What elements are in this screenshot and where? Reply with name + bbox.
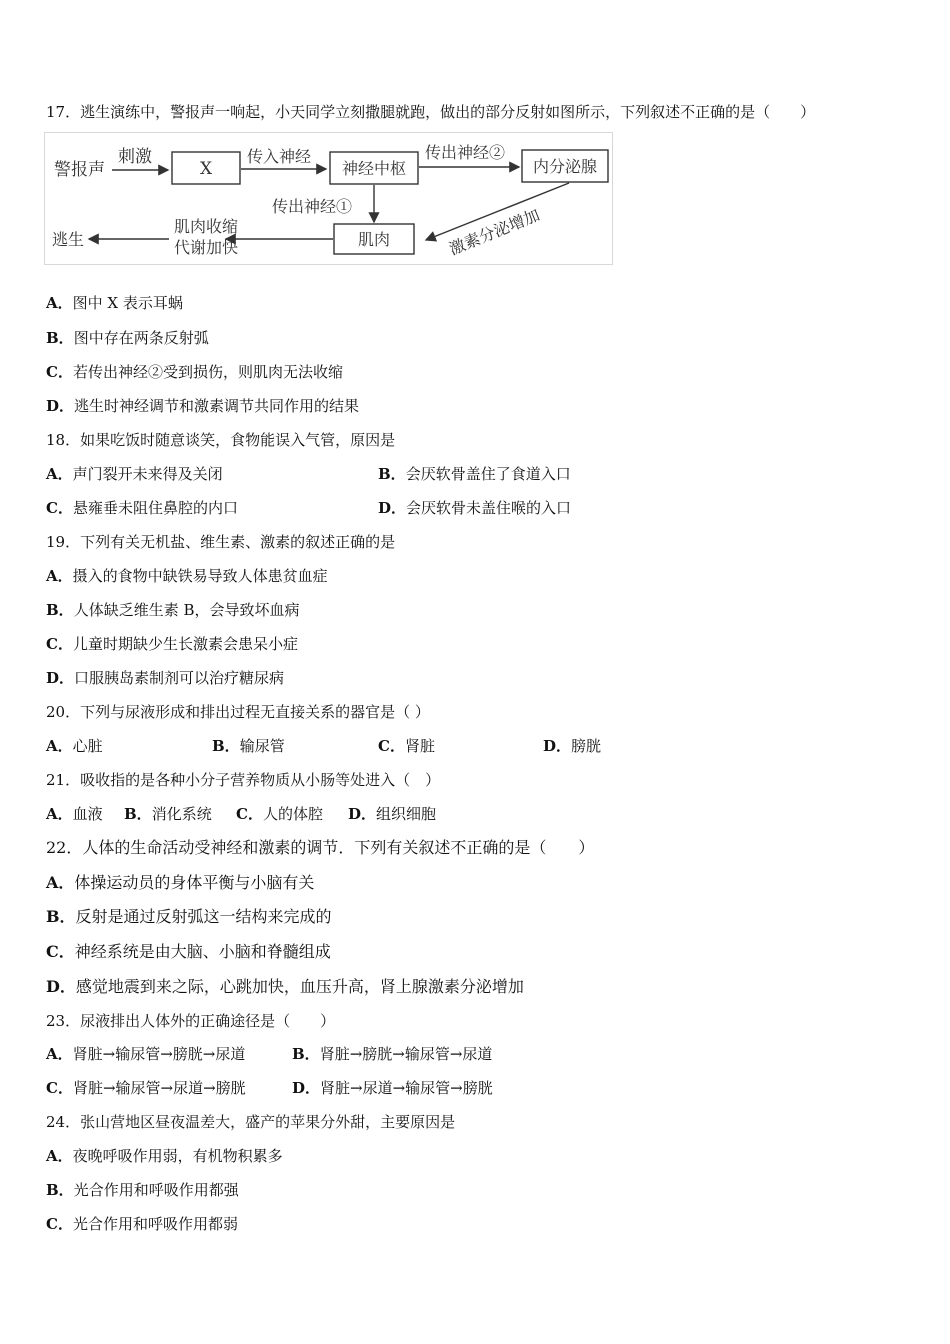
q20-stem: 20．下列与尿液形成和排出过程无直接关系的器官是（ ）	[46, 703, 430, 721]
q19-option-a: A．摄入的食物中缺铁易导致人体患贫血症	[46, 567, 328, 585]
q20-option-a: A．心脏	[46, 737, 103, 755]
q17-stem: 17．逃生演练中，警报声一响起，小天同学立刻撒腿就跑，做出的部分反射如图所示，下列叙述不正确的是（ ）	[46, 103, 816, 121]
label-hormone: 激素分泌增加	[446, 205, 543, 259]
label-effect2: 代谢加快	[174, 238, 239, 257]
q19-option-d: D．口服胰岛素制剂可以治疗糖尿病	[46, 669, 285, 687]
q22-stem: 22．人体的生命活动受神经和激素的调节．下列有关叙述不正确的是（ ）	[46, 838, 595, 857]
q23-option-b: B．肾脏→膀胱→输尿管→尿道	[292, 1045, 493, 1063]
q24-option-a: A．夜晚呼吸作用弱，有机物积累多	[46, 1147, 283, 1165]
label-effect1: 肌肉收缩	[174, 217, 239, 236]
q17-option-b: B．图中存在两条反射弧	[46, 329, 209, 347]
q21-option-b: B．消化系统	[124, 805, 212, 823]
q22-option-d: D．感觉地震到来之际，心跳加快，血压升高，肾上腺激素分泌增加	[46, 977, 524, 996]
q23-stem: 23．尿液排出人体外的正确途径是（ ）	[46, 1012, 336, 1030]
q24-option-b: B．光合作用和呼吸作用都强	[46, 1181, 239, 1199]
q22-option-c: C．神经系统是由大脑、小脑和脊髓组成	[46, 942, 331, 961]
q17-option-a: A．图中 X 表示耳蜗	[46, 294, 183, 312]
q21-stem: 21．吸收指的是各种小分子营养物质从小肠等处进入（ ）	[46, 771, 441, 789]
q24-option-c: C．光合作用和呼吸作用都弱	[46, 1215, 238, 1233]
label-alarm: 警报声	[54, 160, 105, 180]
reflex-diagram	[44, 132, 614, 266]
q24-stem: 24．张山营地区昼夜温差大，盛产的苹果分外甜，主要原因是	[46, 1113, 456, 1131]
q21-option-d: D．组织细胞	[348, 805, 437, 823]
q19-stem: 19．下列有关无机盐、维生素、激素的叙述正确的是	[46, 533, 396, 551]
q23-option-c: C．肾脏→输尿管→尿道→膀胱	[46, 1079, 246, 1097]
label-gland: 内分泌腺	[532, 157, 598, 176]
label-efferent2: 传出神经②	[425, 143, 506, 162]
q18-option-a: A．声门裂开未来得及关闭	[46, 465, 223, 483]
q23-option-a: A．肾脏→输尿管→膀胱→尿道	[46, 1045, 246, 1063]
q18-option-c: C．悬雍垂未阻住鼻腔的内口	[46, 499, 238, 517]
q20-option-c: C．肾脏	[378, 737, 435, 755]
q20-option-d: D．膀胱	[543, 737, 602, 755]
label-center: 神经中枢	[341, 159, 407, 178]
q18-stem: 18．如果吃饭时随意谈笑，食物能误入气管，原因是	[46, 431, 396, 449]
q22-option-a: A．体操运动员的身体平衡与小脑有关	[46, 873, 315, 892]
q19-option-b: B．人体缺乏维生素 B，会导致坏血病	[46, 601, 300, 619]
q17-option-d: D．逃生时神经调节和激素调节共同作用的结果	[46, 397, 360, 415]
label-muscle: 肌肉	[357, 230, 391, 249]
q21-option-c: C．人的体腔	[236, 805, 323, 823]
q17-option-c: C．若传出神经②受到损伤，则肌肉无法收缩	[46, 363, 343, 381]
label-escape: 逃生	[52, 230, 85, 249]
q22-option-b: B．反射是通过反射弧这一结构来完成的	[46, 907, 332, 926]
label-efferent1: 传出神经①	[272, 197, 353, 216]
label-stimulus: 刺激	[118, 147, 152, 167]
label-afferent: 传入神经	[247, 147, 312, 166]
q18-option-d: D．会厌软骨未盖住喉的入口	[378, 499, 572, 517]
q23-option-d: D．肾脏→尿道→输尿管→膀胱	[292, 1079, 493, 1097]
q20-option-b: B．输尿管	[212, 737, 285, 755]
q19-option-c: C．儿童时期缺少生长激素会患呆小症	[46, 635, 298, 653]
q21-option-a: A．血液	[46, 805, 103, 823]
q18-option-b: B．会厌软骨盖住了食道入口	[378, 465, 571, 483]
label-x: X	[199, 159, 213, 179]
